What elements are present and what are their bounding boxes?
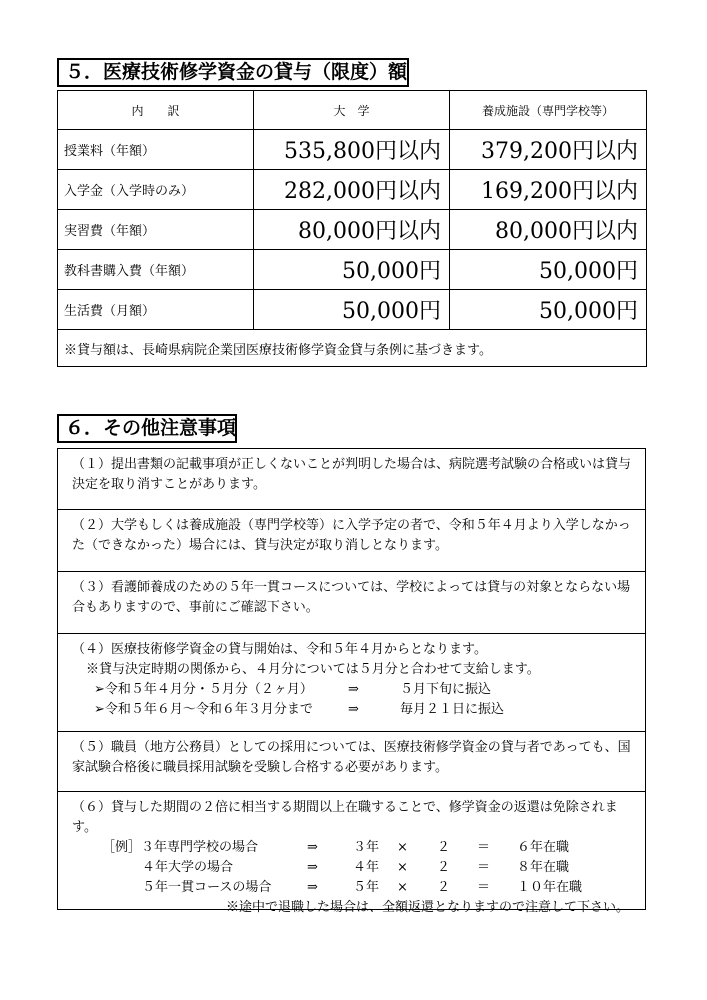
schedule-when: 毎月２１日に振込 <box>400 702 505 717</box>
arrow-icon: ⇒ <box>307 880 318 895</box>
row-item-label: 生活費（月額） <box>58 290 254 330</box>
row-school-value: 379,200円以内 <box>450 130 647 170</box>
arrow-icon: ⇒ <box>307 860 318 875</box>
grant-amount-table <box>57 90 647 367</box>
row-school-value: 80,000円以内 <box>450 210 647 250</box>
note-item-3 <box>57 572 646 634</box>
example-years: ４年 <box>353 860 380 875</box>
table-row <box>58 170 647 210</box>
equals-sign: ＝ <box>477 840 491 855</box>
row-university-value: 50,000円 <box>254 290 450 330</box>
column-header-university: 大 学 <box>254 91 450 130</box>
note-footnote: ※途中で退職した場合は、全額返還となりますので注意して下さい。 <box>225 900 629 915</box>
example-result: １０年在職 <box>517 880 583 895</box>
arrow-icon: ⇒ <box>348 702 359 717</box>
example-years: ５年 <box>353 880 380 895</box>
row-university-value: 535,800円以内 <box>254 130 450 170</box>
note-text: （５）職員（地方公務員）としての採用については、医療技術修学資金の貸与者であっても、国家試験合格後に職員採用試験を受験し合格する必要があります。 <box>72 740 631 775</box>
table-note: ※貸与額は、長崎県病院企業団医療技術修学資金貸与条例に基づきます。 <box>58 330 647 367</box>
arrow-icon: ⇒ <box>348 682 359 697</box>
example-factor: ２ <box>437 860 451 875</box>
row-school-value: 50,000円 <box>450 290 647 330</box>
example-label: ［例］３年専門学校の場合 <box>102 840 259 855</box>
example-years: ３年 <box>353 840 380 855</box>
times-sign: × <box>397 880 408 895</box>
note-subtext: ※貸与決定時期の関係から、４月分については５月分と合わせて支給します。 <box>86 662 540 677</box>
note-text: （２）大学もしくは養成施設（専門学校等）に入学予定の者で、令和５年４月より入学しなかった（できなかった）場合には、貸与決定が取り消しとなります。 <box>72 518 631 553</box>
row-school-value: 169,200円以内 <box>450 170 647 210</box>
row-item-label: 授業料（年額） <box>58 130 254 170</box>
times-sign: × <box>397 840 408 855</box>
times-sign: × <box>397 860 408 875</box>
arrow-icon: ⇒ <box>307 840 318 855</box>
note-item-2 <box>57 510 646 572</box>
column-header-item: 内 訳 <box>58 91 254 130</box>
schedule-period: ➢令和５年４月分・５月分（２ヶ月） <box>94 682 313 697</box>
note-item-4 <box>57 634 646 732</box>
example-factor: ２ <box>437 840 451 855</box>
table-row <box>58 290 647 330</box>
example-label: ５年一貫コースの場合 <box>142 880 272 895</box>
equals-sign: ＝ <box>477 880 491 895</box>
row-university-value: 282,000円以内 <box>254 170 450 210</box>
table-header-row <box>58 91 647 130</box>
note-item-5 <box>57 732 646 792</box>
example-label: ４年大学の場合 <box>142 860 234 875</box>
schedule-when: ５月下旬に振込 <box>400 682 492 697</box>
schedule-row <box>72 680 635 700</box>
schedule-period: ➢令和５年６月～令和６年３月分まで <box>94 702 313 717</box>
note-item-1 <box>57 448 646 510</box>
table-row <box>58 130 647 170</box>
notes-list <box>57 448 646 915</box>
section5-heading: ５．医療技術修学資金の貸与（限度）額 <box>57 58 409 87</box>
equals-sign: ＝ <box>477 860 491 875</box>
table-note-row <box>58 330 647 367</box>
table-row <box>58 250 647 290</box>
table-row <box>58 210 647 250</box>
example-result: ８年在職 <box>517 860 570 875</box>
note-text: （１）提出書類の記載事項が正しくないことが判明した場合は、病院選考試験の合格或いは貸与決定を取り消すことがあります。 <box>72 457 632 492</box>
note-text: （４）医療技術修学資金の貸与開始は、令和５年４月からとなります。 <box>72 642 487 657</box>
row-item-label: 実習費（年額） <box>58 210 254 250</box>
example-factor: ２ <box>437 880 451 895</box>
note-text: （６）貸与した期間の２倍に相当する期間以上在職することで、修学資金の返還は免除されます。 <box>72 800 618 835</box>
example-result: ６年在職 <box>517 840 570 855</box>
row-university-value: 80,000円以内 <box>254 210 450 250</box>
note-item-6 <box>57 792 646 915</box>
section6-heading: ６．その他注意事項 <box>57 414 237 443</box>
example-row <box>72 838 635 858</box>
column-header-school: 養成施設（専門学校等） <box>450 91 647 130</box>
schedule-row <box>72 700 635 720</box>
example-row <box>72 858 635 878</box>
row-university-value: 50,000円 <box>254 250 450 290</box>
row-item-label: 教科書購入費（年額） <box>58 250 254 290</box>
row-item-label: 入学金（入学時のみ） <box>58 170 254 210</box>
row-school-value: 50,000円 <box>450 250 647 290</box>
example-row <box>72 878 635 898</box>
note-text: （３）看護師養成のための５年一貫コースについては、学校によっては貸与の対象とならない場合もありますので、事前にご確認下さい。 <box>72 580 631 615</box>
